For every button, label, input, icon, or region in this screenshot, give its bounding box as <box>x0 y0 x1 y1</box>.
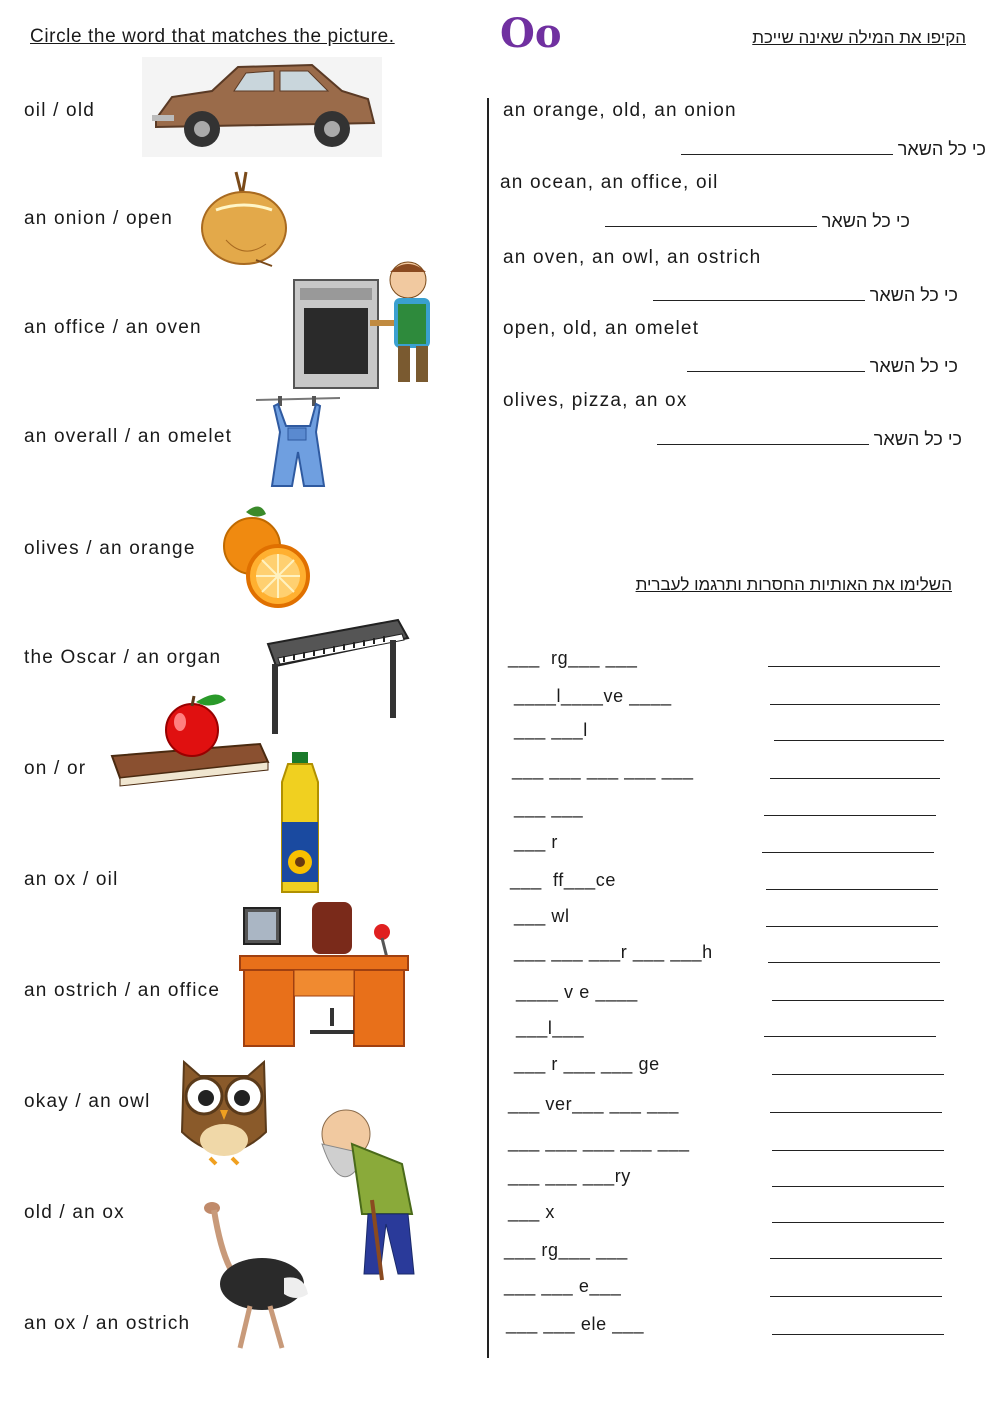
translation-line-8[interactable] <box>766 926 938 927</box>
because-label: כי כל השאר <box>869 285 958 305</box>
translation-line-16[interactable] <box>772 1222 944 1223</box>
translation-line-4[interactable] <box>770 778 940 779</box>
odd-group-5-words[interactable]: olives, pizza, an ox <box>503 390 688 411</box>
overalls-image <box>256 392 340 490</box>
match-item-5[interactable]: olives / an orange <box>24 538 196 559</box>
translation-line-15[interactable] <box>772 1186 944 1187</box>
translation-line-14[interactable] <box>772 1150 944 1151</box>
oil-bottle-image <box>276 752 324 896</box>
odd-group-4-words[interactable]: open, old, an omelet <box>503 318 700 339</box>
odd-group-1-answer[interactable] <box>681 138 986 160</box>
blank-word-17[interactable]: ___ rg___ ___ <box>504 1240 628 1260</box>
translation-line-1[interactable] <box>768 666 940 667</box>
answer-line[interactable] <box>687 355 865 372</box>
office-desk-image <box>238 898 410 1048</box>
blank-word-15[interactable]: ___ ___ ___ry <box>508 1166 631 1186</box>
column-divider <box>487 98 489 1358</box>
instruction-english: Circle the word that matches the picture. <box>30 26 395 47</box>
match-item-7[interactable]: on / or <box>24 758 87 779</box>
blank-word-16[interactable]: ___ x <box>508 1202 556 1222</box>
translation-line-6[interactable] <box>762 852 934 853</box>
blank-word-13[interactable]: ___ ver___ ___ ___ <box>508 1094 679 1114</box>
ostrich-image <box>200 1198 312 1352</box>
oranges-image <box>216 500 312 612</box>
rusty-car-image <box>142 57 382 157</box>
odd-group-1-words[interactable]: an orange, old, an onion <box>503 100 737 121</box>
answer-line[interactable] <box>653 284 865 301</box>
odd-group-3-answer[interactable] <box>653 284 958 306</box>
blank-word-8[interactable]: ___ wl <box>514 906 570 926</box>
boy-at-oven-image <box>290 258 465 390</box>
blank-word-14[interactable]: ___ ___ ___ ___ ___ <box>508 1132 690 1152</box>
odd-group-2-words[interactable]: an ocean, an office, oil <box>500 172 719 193</box>
instruction-hebrew: הקיפו את המילה שאינה שייכת <box>752 28 966 47</box>
blank-word-9[interactable]: ___ ___ ___r ___ ___h <box>514 942 713 962</box>
blank-word-5[interactable]: ___ ___ <box>514 798 584 818</box>
match-item-12[interactable]: an ox / an ostrich <box>24 1313 191 1334</box>
owl-image <box>170 1052 278 1166</box>
onion-image <box>196 170 292 268</box>
match-item-3[interactable]: an office / an oven <box>24 317 202 338</box>
match-item-2[interactable]: an onion / open <box>24 208 174 229</box>
odd-group-5-answer[interactable] <box>657 428 962 450</box>
translation-line-17[interactable] <box>770 1258 942 1259</box>
blank-word-19[interactable]: ___ ___ ele ___ <box>506 1314 645 1334</box>
blank-word-1[interactable]: ___ rg___ ___ <box>508 648 638 668</box>
old-man-image <box>312 1104 438 1286</box>
answer-line[interactable] <box>657 428 869 445</box>
match-item-9[interactable]: an ostrich / an office <box>24 980 221 1001</box>
apple-on-book-image <box>110 692 270 788</box>
blank-word-11[interactable]: ___l___ <box>516 1018 585 1038</box>
translation-line-9[interactable] <box>768 962 940 963</box>
translation-line-2[interactable] <box>770 704 940 705</box>
translation-line-11[interactable] <box>764 1036 936 1037</box>
translation-line-18[interactable] <box>770 1296 942 1297</box>
match-item-4[interactable]: an overall / an omelet <box>24 426 233 447</box>
blank-word-3[interactable]: ___ ___l <box>514 720 588 740</box>
match-item-6[interactable]: the Oscar / an organ <box>24 647 222 668</box>
translation-line-3[interactable] <box>774 740 944 741</box>
odd-group-2-answer[interactable] <box>605 210 910 232</box>
translation-line-12[interactable] <box>772 1074 944 1075</box>
because-label: כי כל השאר <box>821 211 910 231</box>
match-item-11[interactable]: old / an ox <box>24 1202 125 1223</box>
because-label: כי כל השאר <box>869 356 958 376</box>
odd-group-3-words[interactable]: an oven, an owl, an ostrich <box>503 247 762 268</box>
blank-word-6[interactable]: ___ r <box>514 832 559 852</box>
odd-group-4-answer[interactable] <box>687 355 958 377</box>
blank-word-7[interactable]: ___ ff___ce <box>510 870 616 890</box>
match-item-8[interactable]: an ox / oil <box>24 869 119 890</box>
answer-line[interactable] <box>681 138 893 155</box>
letter-title: Oo <box>500 10 562 57</box>
blank-word-2[interactable]: ____l____ve ____ <box>514 686 672 706</box>
translation-line-13[interactable] <box>770 1112 942 1113</box>
because-label: כי כל השאר <box>873 429 962 449</box>
organ-image <box>264 616 412 736</box>
translation-line-10[interactable] <box>772 1000 944 1001</box>
complete-instruction-hebrew: השלימו את האותיות החסרות ותרגמו לעברית <box>635 575 952 594</box>
match-item-10[interactable]: okay / an owl <box>24 1091 151 1112</box>
match-item-1[interactable]: oil / old <box>24 100 96 121</box>
blank-word-12[interactable]: ___ r ___ ___ ge <box>514 1054 660 1074</box>
blank-word-18[interactable]: ___ ___ e___ <box>504 1276 622 1296</box>
translation-line-19[interactable] <box>772 1334 944 1335</box>
blank-word-10[interactable]: ____ v e ____ <box>516 982 638 1002</box>
answer-line[interactable] <box>605 210 817 227</box>
because-label: כי כל השאר <box>897 139 986 159</box>
blank-word-4[interactable]: ___ ___ ___ ___ ___ <box>512 760 694 780</box>
translation-line-5[interactable] <box>764 815 936 816</box>
translation-line-7[interactable] <box>766 889 938 890</box>
